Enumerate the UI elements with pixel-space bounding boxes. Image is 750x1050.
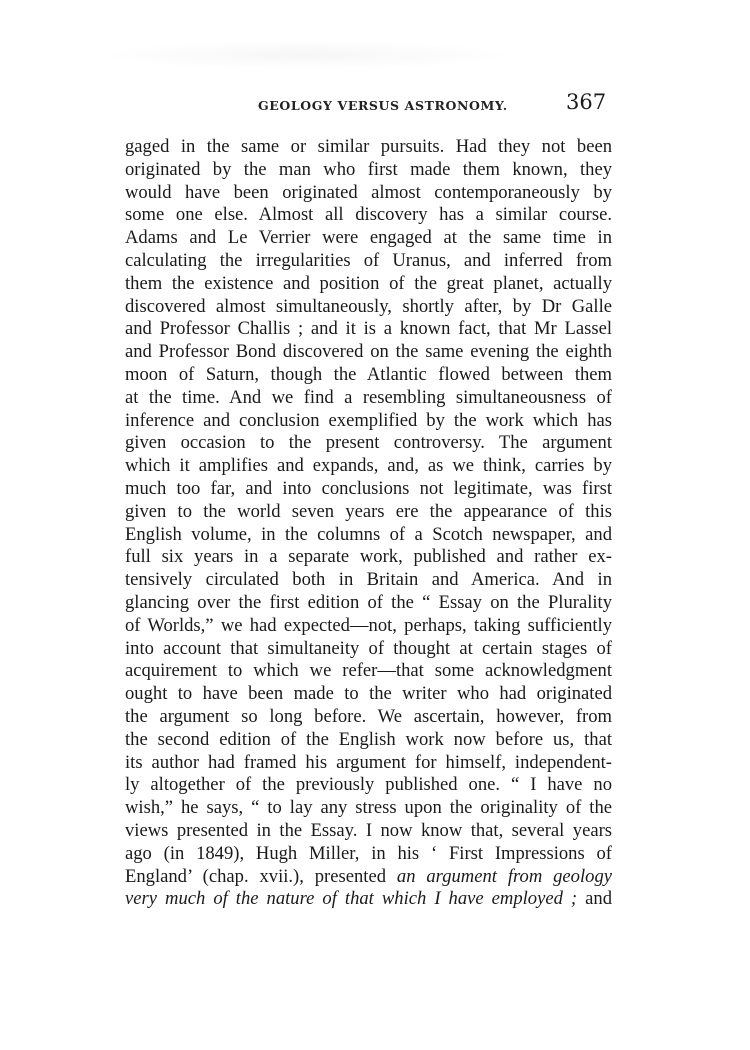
text-segment: England’ (chap. xvii.), presented [125, 865, 397, 887]
text-line: of Worlds,” we had expected—not, perhaps, taking sufficiently [125, 614, 612, 636]
italic-quote: an argument from geology [396, 865, 612, 887]
text-line: ago (in 1849), Hugh Miller, in his ‘ First Impressions of [125, 842, 612, 864]
text-segment: and [577, 888, 612, 910]
text-line: English volume, in the columns of a Scotch newspaper, and [125, 523, 612, 545]
text-line: at the time. And we find a resembling simultaneousness of [125, 386, 612, 408]
text-line: discovered almost simultaneously, shortly after, by Dr Galle [125, 295, 612, 317]
text-line: much too far, and into conclusions not legitimate, was first [125, 477, 612, 499]
text-line: given occasion to the present controversy. The argument [125, 432, 612, 454]
text-line: moon of Saturn, though the Atlantic flowed between them [125, 363, 612, 385]
text-line: gaged in the same or similar pursuits. Had they not been [125, 136, 612, 157]
text-line: and Professor Bond discovered on the same evening the eighth [125, 341, 612, 363]
text-line: its author had framed his argument for himself, independent- [125, 751, 612, 773]
body-text [125, 136, 612, 911]
text-line: originated by the man who first made them known, they [125, 158, 612, 180]
text-line-mixed [125, 888, 612, 911]
running-head: GEOLOGY VERSUS ASTRONOMY. [258, 98, 508, 113]
text-line: the argument so long before. We ascertain, however, from [125, 705, 612, 727]
text-line: into account that simultaneity of thought at certain stages of [125, 637, 612, 659]
text-line: ought to have been made to the writer who had originated [125, 683, 612, 705]
text-line: some one else. Almost all discovery has a similar course. [125, 204, 612, 226]
italic-quote: very much of the nature of that which I have employed ; [125, 888, 578, 910]
text-line: them the existence and position of the great planet, actually [125, 272, 612, 294]
text-line: the second edition of the English work now before us, that [125, 728, 612, 750]
text-line: wish,” he says, “ to lay any stress upon the originality of the [125, 797, 612, 819]
text-line: views presented in the Essay. I now know that, several years [125, 819, 612, 841]
text-line: would have been originated almost contemporaneously by [125, 181, 612, 203]
text-line: and Professor Challis ; and it is a known fact, that Mr Lassel [125, 318, 612, 340]
text-line: inference and conclusion exemplified by the work which has [125, 409, 612, 431]
text-line: acquirement to which we refer—that some acknowledgment [125, 660, 612, 682]
page-smudge [95, 40, 515, 70]
text-line: full six years in a separate work, published and rather ex- [125, 546, 612, 568]
text-line: which it amplifies and expands, and, as we think, carries by [125, 455, 612, 477]
text-line: glancing over the first edition of the “ Essay on the Plurality [125, 591, 612, 613]
text-line: calculating the irregularities of Uranus, and inferred from [125, 249, 612, 271]
text-line: tensively circulated both in Britain and America. And in [125, 569, 612, 591]
page-number: 367 [566, 90, 607, 114]
text-line: ly altogether of the previously published one. “ I have no [125, 774, 612, 796]
text-line-mixed [125, 866, 612, 889]
text-line: given to the world seven years ere the appearance of this [125, 500, 612, 522]
text-line: Adams and Le Verrier were engaged at the same time in [125, 227, 612, 249]
